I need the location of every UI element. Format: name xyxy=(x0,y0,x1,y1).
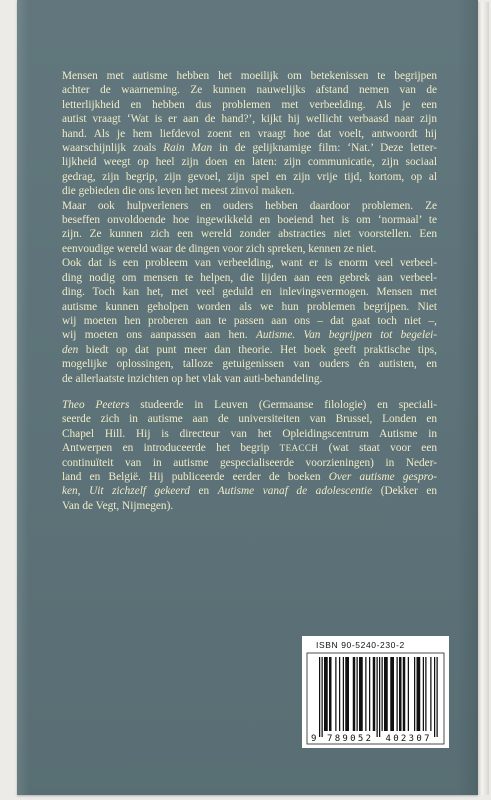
barcode-bar xyxy=(408,657,409,731)
text-segment: zijn. Ze kunnen zich een wereld zonder abstracties niet voorstellen. Een xyxy=(62,228,437,241)
barcode-bar xyxy=(343,657,344,731)
text-line xyxy=(62,227,437,241)
text-segment: wij moeten hen proberen aan te passen aan ons – dat gaat toch niet –, xyxy=(62,314,437,327)
barcode-bar xyxy=(399,657,402,731)
text-line xyxy=(62,427,437,441)
text-segment: autisme kunnen geholpen worden als we hun problemen begrijpen. Niet xyxy=(62,300,437,313)
text-line xyxy=(62,213,437,227)
text-segment: Maar ook hulpverleners en ouders hebben daardoor problemen. Ze xyxy=(62,199,437,212)
text-segment: Mensen met autisme hebben het moeilijk om betekenissen te begrijpen xyxy=(62,70,437,82)
barcode-bar xyxy=(353,657,356,731)
isbn-barcode-label xyxy=(302,636,449,748)
book-title: Over autisme gespro- xyxy=(328,471,437,484)
text-line xyxy=(62,300,437,314)
text-line xyxy=(62,456,437,470)
text-segment: land en België. Hij publiceerde eerder de boeken xyxy=(62,471,329,484)
author-bio-paragraph xyxy=(62,398,437,513)
back-cover xyxy=(17,0,478,795)
blurb-paragraph xyxy=(62,69,437,386)
barcode-bar xyxy=(425,657,426,731)
barcode-bar xyxy=(319,657,320,737)
text-line xyxy=(62,256,437,270)
text-line xyxy=(62,328,437,342)
barcode-bar xyxy=(357,657,358,731)
page-block-edge xyxy=(478,2,489,795)
barcode-bar xyxy=(322,657,323,737)
barcode-bar xyxy=(365,657,366,731)
text-segment: die gebieden die ons leven het meest zinvol maken. xyxy=(62,185,295,198)
text-line xyxy=(62,69,437,83)
barcode-bar xyxy=(379,657,380,737)
barcode-bars xyxy=(319,657,438,737)
text-line xyxy=(62,184,437,198)
text-segment: eenvoudige wereld waar de dingen voor zich spreken, kennen ze niet. xyxy=(62,242,377,255)
barcode-bar xyxy=(359,657,363,731)
text-line xyxy=(62,314,437,328)
book-title: Autisme. Van begrijpen tot begelei- xyxy=(255,329,437,342)
barcode-bar xyxy=(345,657,349,731)
text-line xyxy=(62,127,437,141)
barcode-bar xyxy=(434,657,435,737)
ean-right-digits: 402307 xyxy=(385,734,430,744)
film-title: Rain Man xyxy=(163,142,213,155)
text-segment: biedt op dat punt meer dan theorie. Het boek geeft praktische tips, xyxy=(78,343,437,356)
text-segment: ding nodig om mensen te helpen, die lijden aan een gebrek aan verbeel- xyxy=(62,271,437,284)
barcode-bar xyxy=(403,657,406,731)
barcode-bar xyxy=(377,657,378,737)
text-line xyxy=(62,83,437,97)
text-line xyxy=(62,112,437,126)
barcode-bar xyxy=(384,657,388,731)
barcode-bar xyxy=(382,657,383,731)
barcode-bar xyxy=(329,657,332,731)
text-segment: lijkheid weegt op heel zijn doen en laten: zijn communicatie, zijn sociaal xyxy=(62,156,437,169)
ean-left-digits: 789052 xyxy=(327,734,371,744)
text-segment: seerde zich in autisme aan de universiteiten van Brussel, Londen en xyxy=(62,413,437,426)
text-line xyxy=(62,98,437,112)
text-line xyxy=(62,398,437,412)
author-name: Theo Peeters xyxy=(62,399,130,411)
barcode-bar xyxy=(339,657,340,731)
text-segment: (wat staat voor een xyxy=(318,442,437,455)
text-line xyxy=(62,285,437,299)
text-segment: ding. Toch kan het, met veel geduld en inlevingsvermogen. Mensen met xyxy=(62,286,437,299)
book-title: Autisme vanaf de adolescentie xyxy=(217,485,373,498)
book-title: ken, Uit zichzelf gekeerd xyxy=(62,485,190,498)
text-line xyxy=(62,412,437,426)
text-line xyxy=(62,155,437,169)
barcode-bar xyxy=(335,657,336,731)
text-line xyxy=(62,170,437,184)
text-line xyxy=(62,484,437,498)
ean-first-digit: 9 xyxy=(311,734,317,744)
text-segment: (Dekker en xyxy=(372,485,438,498)
text-segment: waarschijnlijk zoals xyxy=(62,142,164,155)
text-segment: Antwerpen en introduceerde het begrip xyxy=(62,442,280,455)
text-segment: Chapel Hill. Hij is directeur van het Opleidingscentrum Autisme in xyxy=(62,427,437,440)
text-segment: de allerlaatste inzichten op het vlak van auti-behandeling. xyxy=(62,372,323,385)
barcode-bar xyxy=(324,657,328,731)
text-segment: achter de waarneming. Ze kunnen nauwelijks afstand nemen van de xyxy=(62,84,437,97)
barcode-bar xyxy=(430,657,431,731)
text-line xyxy=(62,199,437,213)
text-segment: studeerde in Leuven (Germaanse filologie) en speciali- xyxy=(129,399,437,411)
text-line xyxy=(62,343,437,357)
text-line xyxy=(62,271,437,285)
text-segment: gedrag, zijn begrip, zijn gevoel, zijn spel en zijn vrije tijd, kortom, op al xyxy=(62,170,437,183)
barcode-bar xyxy=(390,657,394,731)
text-segment: mogelijke oplossingen, talloze getuigenissen van ouders én autisten, en xyxy=(62,358,437,371)
text-segment: Van de Vegt, Nijmegen). xyxy=(62,499,174,512)
barcode-graphic xyxy=(302,636,449,748)
text-line xyxy=(62,357,437,371)
barcode-bar xyxy=(369,657,370,731)
barcode-bar xyxy=(414,657,415,731)
text-line xyxy=(62,499,437,513)
acronym-small-caps: TEACCH xyxy=(279,443,319,454)
barcode-bar xyxy=(437,657,438,737)
text-line xyxy=(62,372,437,386)
text-segment: letterlijkheid en hebben dus problemen met verbeelding. Als je een xyxy=(62,98,437,111)
text-line xyxy=(62,441,437,455)
isbn-text: ISBN 90-5240-230-2 xyxy=(316,640,405,650)
text-line xyxy=(62,141,437,155)
text-segment: Ook dat is een probleem van verbeelding, want er is enorm veel verbeel- xyxy=(62,257,437,270)
text-line xyxy=(62,242,437,256)
book-title: den xyxy=(62,343,79,356)
text-segment: hand. Als je hem liefdevol zoent en vraagt hoe dat voelt, antwoordt hij xyxy=(62,127,437,140)
text-segment: beseffen onvoldoende hoe ingewikkeld en boeiend het is om ‘normaal’ te xyxy=(62,214,437,227)
barcode-bar xyxy=(373,657,376,731)
barcode-bar xyxy=(417,657,421,731)
text-line xyxy=(62,470,437,484)
barcode-bar xyxy=(423,657,424,731)
text-segment: continuïteit van in autisme gespecialiseerde voorzieningen) in Neder- xyxy=(62,456,437,469)
text-segment: autist vraagt ‘Wat is er aan de hand?’, kijkt hij wellicht verbaasd naar zijn xyxy=(62,113,437,126)
text-segment: in de gelijknamige film: ‘Nat.’ Deze letter- xyxy=(212,142,437,155)
text-segment: en xyxy=(189,485,218,498)
text-segment: wij moeten ons aanpassen aan hen. xyxy=(62,329,256,342)
barcode-bar xyxy=(397,657,398,731)
